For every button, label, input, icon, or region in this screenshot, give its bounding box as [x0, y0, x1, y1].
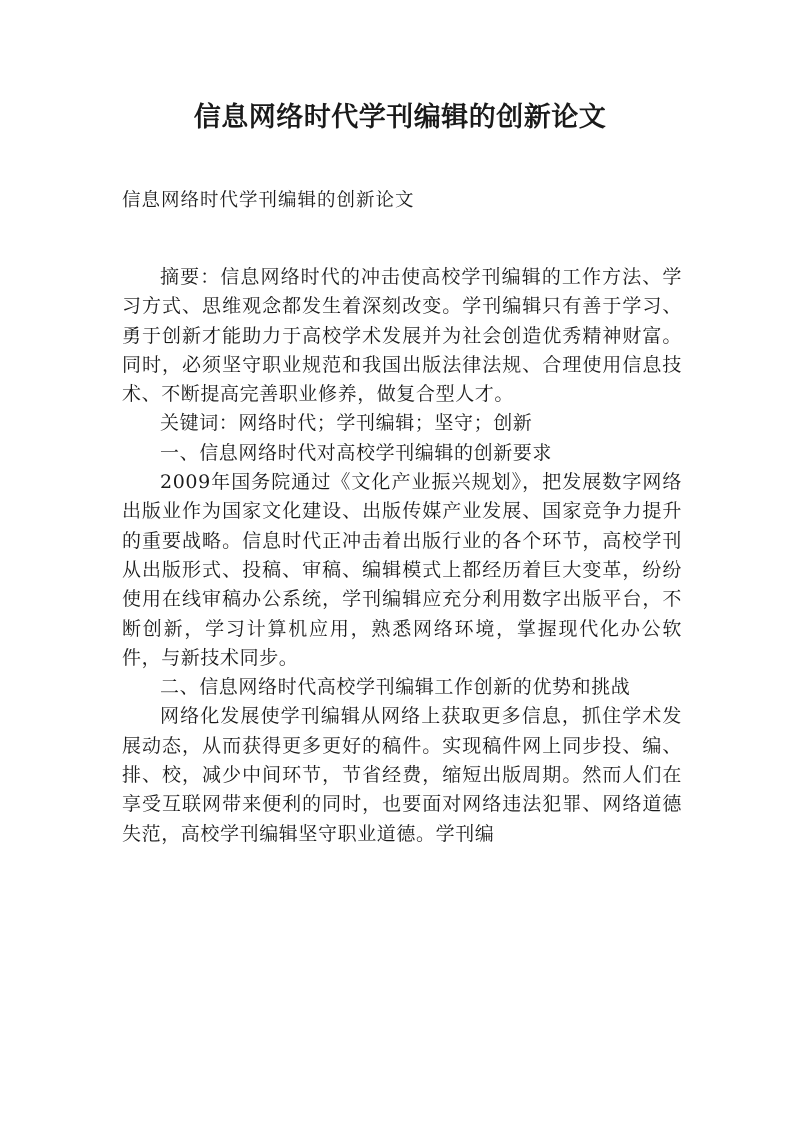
keywords-paragraph: 关键词：网络时代；学刊编辑；坚守；创新 [160, 412, 533, 435]
document-title: 信息网络时代学刊编辑的创新论文 [193, 102, 607, 133]
section-heading-2: 二、信息网络时代高校学刊编辑工作创新的优势和挑战 [160, 676, 631, 699]
abstract-paragraph: 摘要：信息网络时代的冲击使高校学刊编辑的工作方法、学习方式、思维观念都发生着深刻改变。学刊编辑只有善于学习、勇于创新才能助力于高校学术发展并为社会创造优秀精神财富。同时，必须坚守职业规范和我国出版法律法规、合理使用信息技术、不断提高完善职业修养，做复合型人才。 [122, 266, 682, 406]
document-body [122, 263, 682, 849]
section-heading-1: 一、信息网络时代对高校学刊编辑的创新要求 [160, 441, 553, 464]
section-1-paragraph: 2009年国务院通过《文化产业振兴规划》，把发展数字网络出版业作为国家文化建设、出版传媒产业发展、国家竞争力提升的重要战略。信息时代正冲击着出版行业的各个环节，高校学刊从出版形式、投稿、审稿、编辑模式上都经历着巨大变革，纷纷使用在线审稿办公系统，学刊编辑应充分利用数字出版平台，不断创新，学习计算机应用，熟悉网络环境，掌握现代化办公软件，与新技术同步。 [122, 471, 682, 669]
section-2-paragraph: 网络化发展使学刊编辑从网络上获取更多信息，抓住学术发展动态，从而获得更多更好的稿件。实现稿件网上同步投、编、排、校，减少中间环节，节省经费，缩短出版周期。然而人们在享受互联网带来便利的同时，也要面对网络违法犯罪、网络道德失范，高校学刊编辑坚守职业道德。学刊编 [122, 705, 682, 845]
document-subtitle: 信息网络时代学刊编辑的创新论文 [122, 190, 415, 211]
